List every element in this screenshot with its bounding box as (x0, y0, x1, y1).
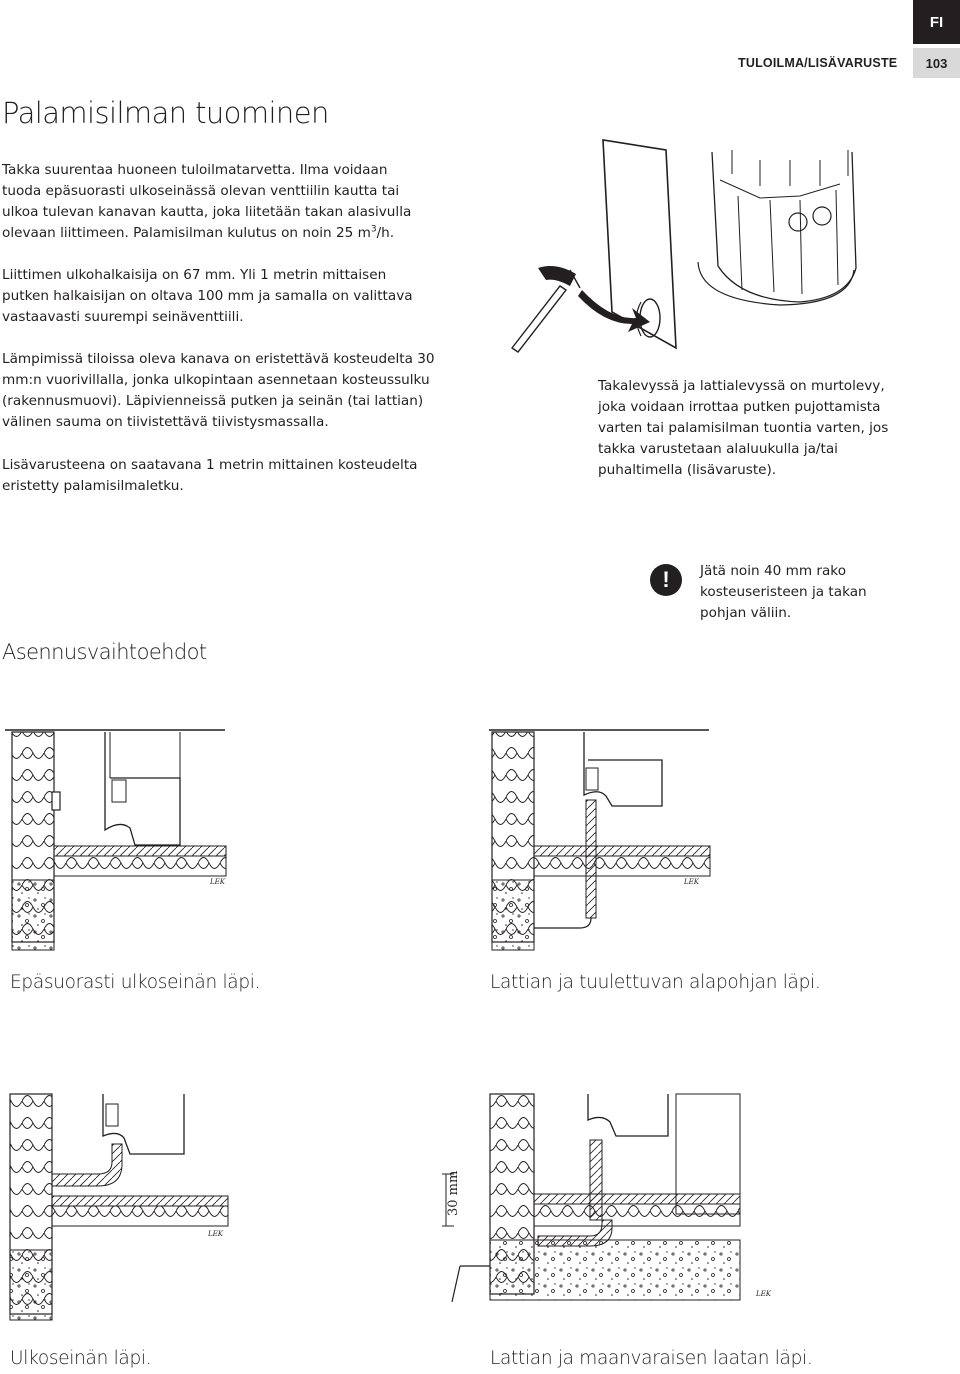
diagram-1-lek: LEK (210, 878, 225, 886)
diagram-floor-crawlspace (484, 720, 714, 970)
warning-text: Jätä noin 40 mm rako kosteuseristeen ja takan pohjan väliin. (700, 563, 867, 621)
page-title: Palamisilman tuominen (2, 96, 329, 130)
accessory-paragraph: Lisävarusteena on saatavana 1 metrin mittainen kosteudelta eristetty palamisilmaletku. (2, 457, 418, 494)
diagram-2-lek: LEK (684, 878, 699, 886)
caption-outer-wall: Ulkoseinän läpi. (10, 1348, 152, 1369)
intro-text: Takka suurentaa huoneen tuloilmatarvetta. Ilma voidaan tuoda epäsuorasti ulkoseinässä olevan venttiilin kautta tai ulkoa tulevan kanavan kautta, joka liitetään takan alasivulla olevaan liittimeen. Palamisilman kulutus on noin 25 m (2, 162, 412, 241)
intro-superscript: 3 (370, 224, 377, 235)
language-tab: FI (913, 0, 960, 44)
knockout-paragraph: Takalevyssä ja lattialevyssä on murtolevy, joka voidaan irrottaa putken pujottamista varten tai palamisilman tuontia varten, jos takka varustetaan alaluukulla ja/tai puhaltimella (lisävaruste). (598, 378, 889, 478)
intro-unit: /h. (376, 225, 395, 241)
insulation-paragraph: Lämpimissä tiloissa oleva kanava on eristettävä kosteudelta 30 mm:n vuorivillalla, jonka ulkopintaan asennetaan kosteussulku (rakennusmuovi). Läpivienneissä putken ja seinän (tai lattian) välinen sauma on tiivistettävä tiivistysmassalla. (2, 351, 435, 430)
page-number: 103 (913, 48, 960, 78)
caption-indirect-wall: Epäsuorasti ulkoseinän läpi. (10, 972, 261, 993)
caption-floor-crawlspace: Lattian ja tuulettuvan alapohjan läpi. (490, 972, 821, 993)
caption-floor-slab: Lattian ja maanvaraisen laatan läpi. (490, 1348, 813, 1369)
options-title: Asennusvaihtoehdot (2, 640, 207, 664)
diagram-3-lek: LEK (208, 1230, 223, 1238)
section-title: TULOILMA/LISÄVARUSTE (738, 56, 898, 70)
dimension-label: 30 mm (446, 1170, 461, 1216)
diagram-outer-wall (0, 1090, 230, 1340)
connector-paragraph: Liittimen ulkohalkaisija on 67 mm. Yli 1 metrin mittaisen putken halkaisijan on oltava 100 mm ja samalla on valittava vastaavasti suurempi seinäventtiili. (2, 267, 413, 325)
diagram-indirect-wall (0, 720, 230, 970)
diagram-floor-slab (430, 1090, 771, 1340)
diagram-4-lek: LEK (756, 1290, 771, 1298)
exclamation-icon: ! (650, 564, 682, 596)
